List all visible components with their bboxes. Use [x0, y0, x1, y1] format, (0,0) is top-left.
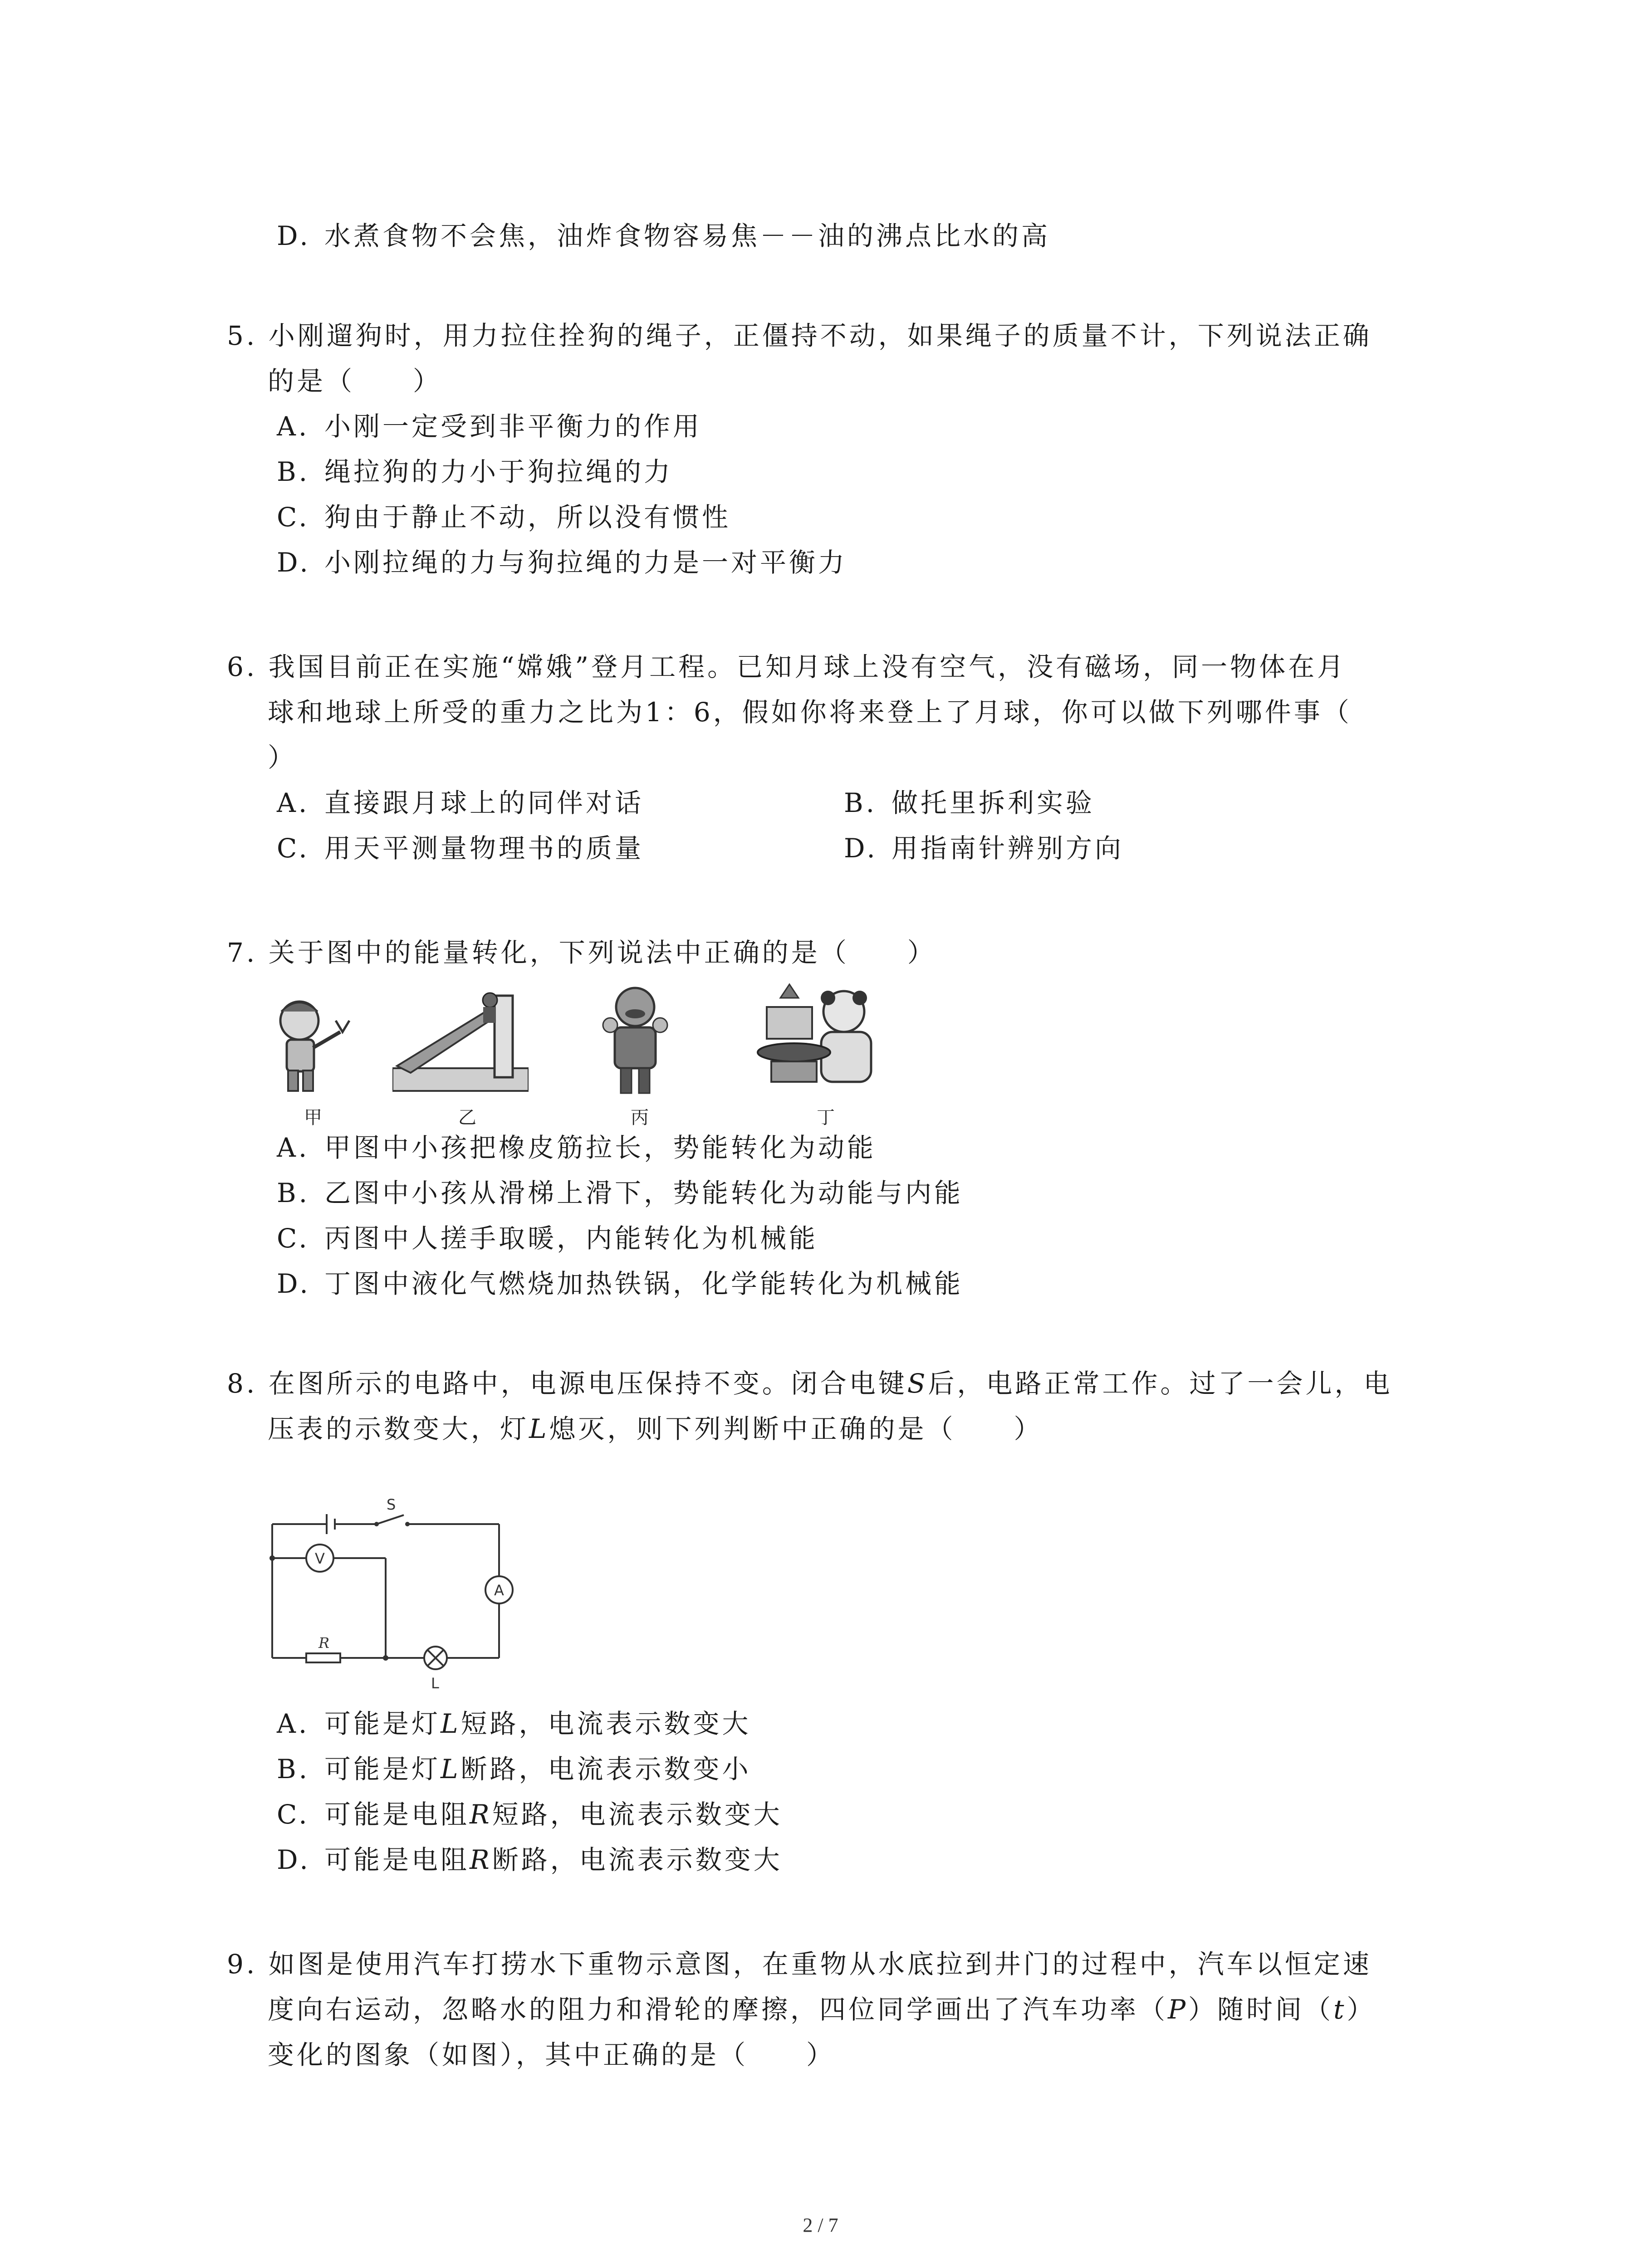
option-text: 乙图中小孩从滑梯上滑下，势能转化为动能与内能 [324, 1178, 964, 1208]
page-number: 2 / 7 [803, 2214, 838, 2236]
q6-stem-line-2: 球和地球上所受的重力之比为1：6，假如你将来登上了月球，你可以做下列哪件事（ [268, 697, 1352, 728]
option-text: 短路，电流表示数变大 [492, 1799, 783, 1830]
option-letter: B. [277, 1178, 310, 1208]
q9-stem-part: 度向右运动，忽略水的阻力和滑轮的摩擦，四位同学画出了汽车功率（ [268, 1994, 1168, 2025]
option-text: 用天平测量物理书的质量 [324, 833, 644, 864]
resistor-label: R [318, 1634, 330, 1652]
q9-stem-line-1: 9. 如图是使用汽车打捞水下重物示意图，在重物从水底拉到井门的过程中，汽车以恒定速 [227, 1949, 1372, 1980]
q6-option-c [277, 830, 644, 866]
option-text: 可能是灯 [324, 1754, 441, 1784]
lamp-label: L [431, 1675, 439, 1692]
option-letter: C. [277, 833, 310, 864]
q7-option-a [277, 1129, 876, 1166]
q8-var-l: L [529, 1413, 549, 1444]
q8-var-s: S [907, 1368, 928, 1399]
q8-stem-part: 熄灭，则下列判断中正确的是（ ） [549, 1413, 1043, 1444]
switch-label: S [387, 1496, 396, 1513]
q7-caption-ding: 丁 [817, 1107, 835, 1128]
option-letter: C. [277, 1223, 310, 1254]
option-text: 小刚一定受到非平衡力的作用 [324, 411, 702, 442]
option-text: 丁图中液化气燃烧加热铁锅，化学能转化为机械能 [324, 1268, 964, 1299]
q7-caption-bing: 丙 [631, 1107, 649, 1128]
q4-option-d [277, 218, 1050, 254]
option-letter: D. [277, 1844, 311, 1875]
option-text: 直接跟月球上的同伴对话 [324, 787, 644, 818]
q8-stem-line-1 [227, 1365, 1393, 1402]
q6-stem-line-1: 6. 我国目前正在实施“嫦娥”登月工程。已知月球上没有空气，没有磁场，同一物体在月 [227, 651, 1347, 682]
q8-stem-line-2 [268, 1411, 1043, 1447]
option-text: 短路，电流表示数变大 [460, 1708, 751, 1739]
q5-stem-line-2: 的是（ ） [268, 366, 442, 396]
q7-option-c [277, 1220, 818, 1256]
q7-option-d [277, 1266, 963, 1302]
q5-option-c [277, 499, 731, 535]
q7-caption-jia: 甲 [304, 1107, 322, 1128]
option-letter: D. [844, 833, 878, 864]
q9-stem-line-2 [268, 1991, 1376, 2028]
q9-var-t: t [1333, 1994, 1347, 2025]
voltmeter-label: V [315, 1550, 325, 1567]
option-text: 狗由于静止不动，所以没有惯性 [324, 502, 731, 533]
q8-option-d [277, 1842, 783, 1878]
option-text: 水煮食物不会焦，油炸食物容易焦－－油的沸点比水的高 [324, 220, 1051, 251]
option-letter: C. [277, 1799, 310, 1830]
option-var: L [441, 1708, 461, 1739]
q6-option-d [844, 830, 1124, 866]
q9-stem-part: ）随时间（ [1188, 1994, 1334, 2025]
option-letter: A. [277, 787, 310, 818]
option-text: 甲图中小孩把橡皮筋拉长，势能转化为动能 [324, 1132, 877, 1163]
q7-figure-bing [594, 982, 676, 1100]
option-var: L [441, 1754, 461, 1784]
option-text: 绳拉狗的力小于狗拉绳的力 [324, 456, 673, 487]
q9-stem-line-3: 变化的图象（如图），其中正确的是（ ） [268, 2039, 836, 2070]
option-letter: C. [277, 502, 310, 533]
option-letter: A. [277, 1132, 310, 1163]
option-letter: B. [277, 1754, 310, 1784]
q5-option-b [277, 454, 673, 490]
ammeter-label: A [494, 1582, 504, 1599]
option-letter: A. [277, 1708, 310, 1739]
option-letter: B. [277, 456, 310, 487]
option-letter: D. [277, 547, 311, 578]
option-letter: D. [277, 1268, 311, 1299]
option-text: 断路，电流表示数变大 [492, 1844, 783, 1875]
option-text: 用指南针辨别方向 [892, 833, 1124, 864]
q5-stem-line-1: 5. 小刚遛狗时，用力拉住拴狗的绳子，正僵持不动，如果绳子的质量不计，下列说法正确 [227, 320, 1372, 351]
option-text: 可能是电阻 [324, 1799, 470, 1830]
option-text: 做托里拆利实验 [892, 787, 1095, 818]
q7-caption-yi: 乙 [458, 1107, 476, 1128]
option-letter: B. [844, 787, 877, 818]
q8-stem-part: 压表的示数变大，灯 [268, 1413, 529, 1444]
q5-option-a [277, 408, 702, 445]
q7-figure-ding [753, 980, 894, 1100]
q8-stem-part: 8. 在图所示的电路中，电源电压保持不变。闭合电键 [227, 1368, 907, 1399]
q7-stem: 7. 关于图中的能量转化，下列说法中正确的是（ ） [227, 937, 936, 968]
q9-var-p: P [1168, 1994, 1189, 2025]
q6-stem-line-3: ） [268, 742, 297, 773]
lamp-symbol [424, 1647, 447, 1669]
q8-option-b [277, 1751, 751, 1787]
q7-figure-jia [268, 989, 358, 1098]
option-text: 可能是灯 [324, 1708, 441, 1739]
q5-option-d [277, 544, 847, 581]
option-text: 可能是电阻 [324, 1844, 470, 1875]
q8-stem-part: 后，电路正常工作。过了一会儿，电 [928, 1368, 1393, 1399]
option-var: R [470, 1799, 492, 1830]
q9-stem-part: ） [1347, 1994, 1376, 2025]
option-text: 断路，电流表示数变小 [460, 1754, 751, 1784]
option-letter: D. [277, 220, 311, 251]
q7-figure-yi [392, 987, 529, 1098]
q7-option-b [277, 1175, 963, 1211]
option-text: 小刚拉绳的力与狗拉绳的力是一对平衡力 [324, 547, 847, 578]
q6-option-a [277, 785, 644, 821]
option-letter: A. [277, 411, 310, 442]
option-var: R [470, 1844, 492, 1875]
q8-option-c [277, 1796, 783, 1833]
q8-option-a [277, 1706, 751, 1742]
q6-option-b [844, 785, 1095, 821]
q8-circuit-diagram [263, 1492, 544, 1701]
option-text: 丙图中人搓手取暖，内能转化为机械能 [324, 1223, 818, 1254]
